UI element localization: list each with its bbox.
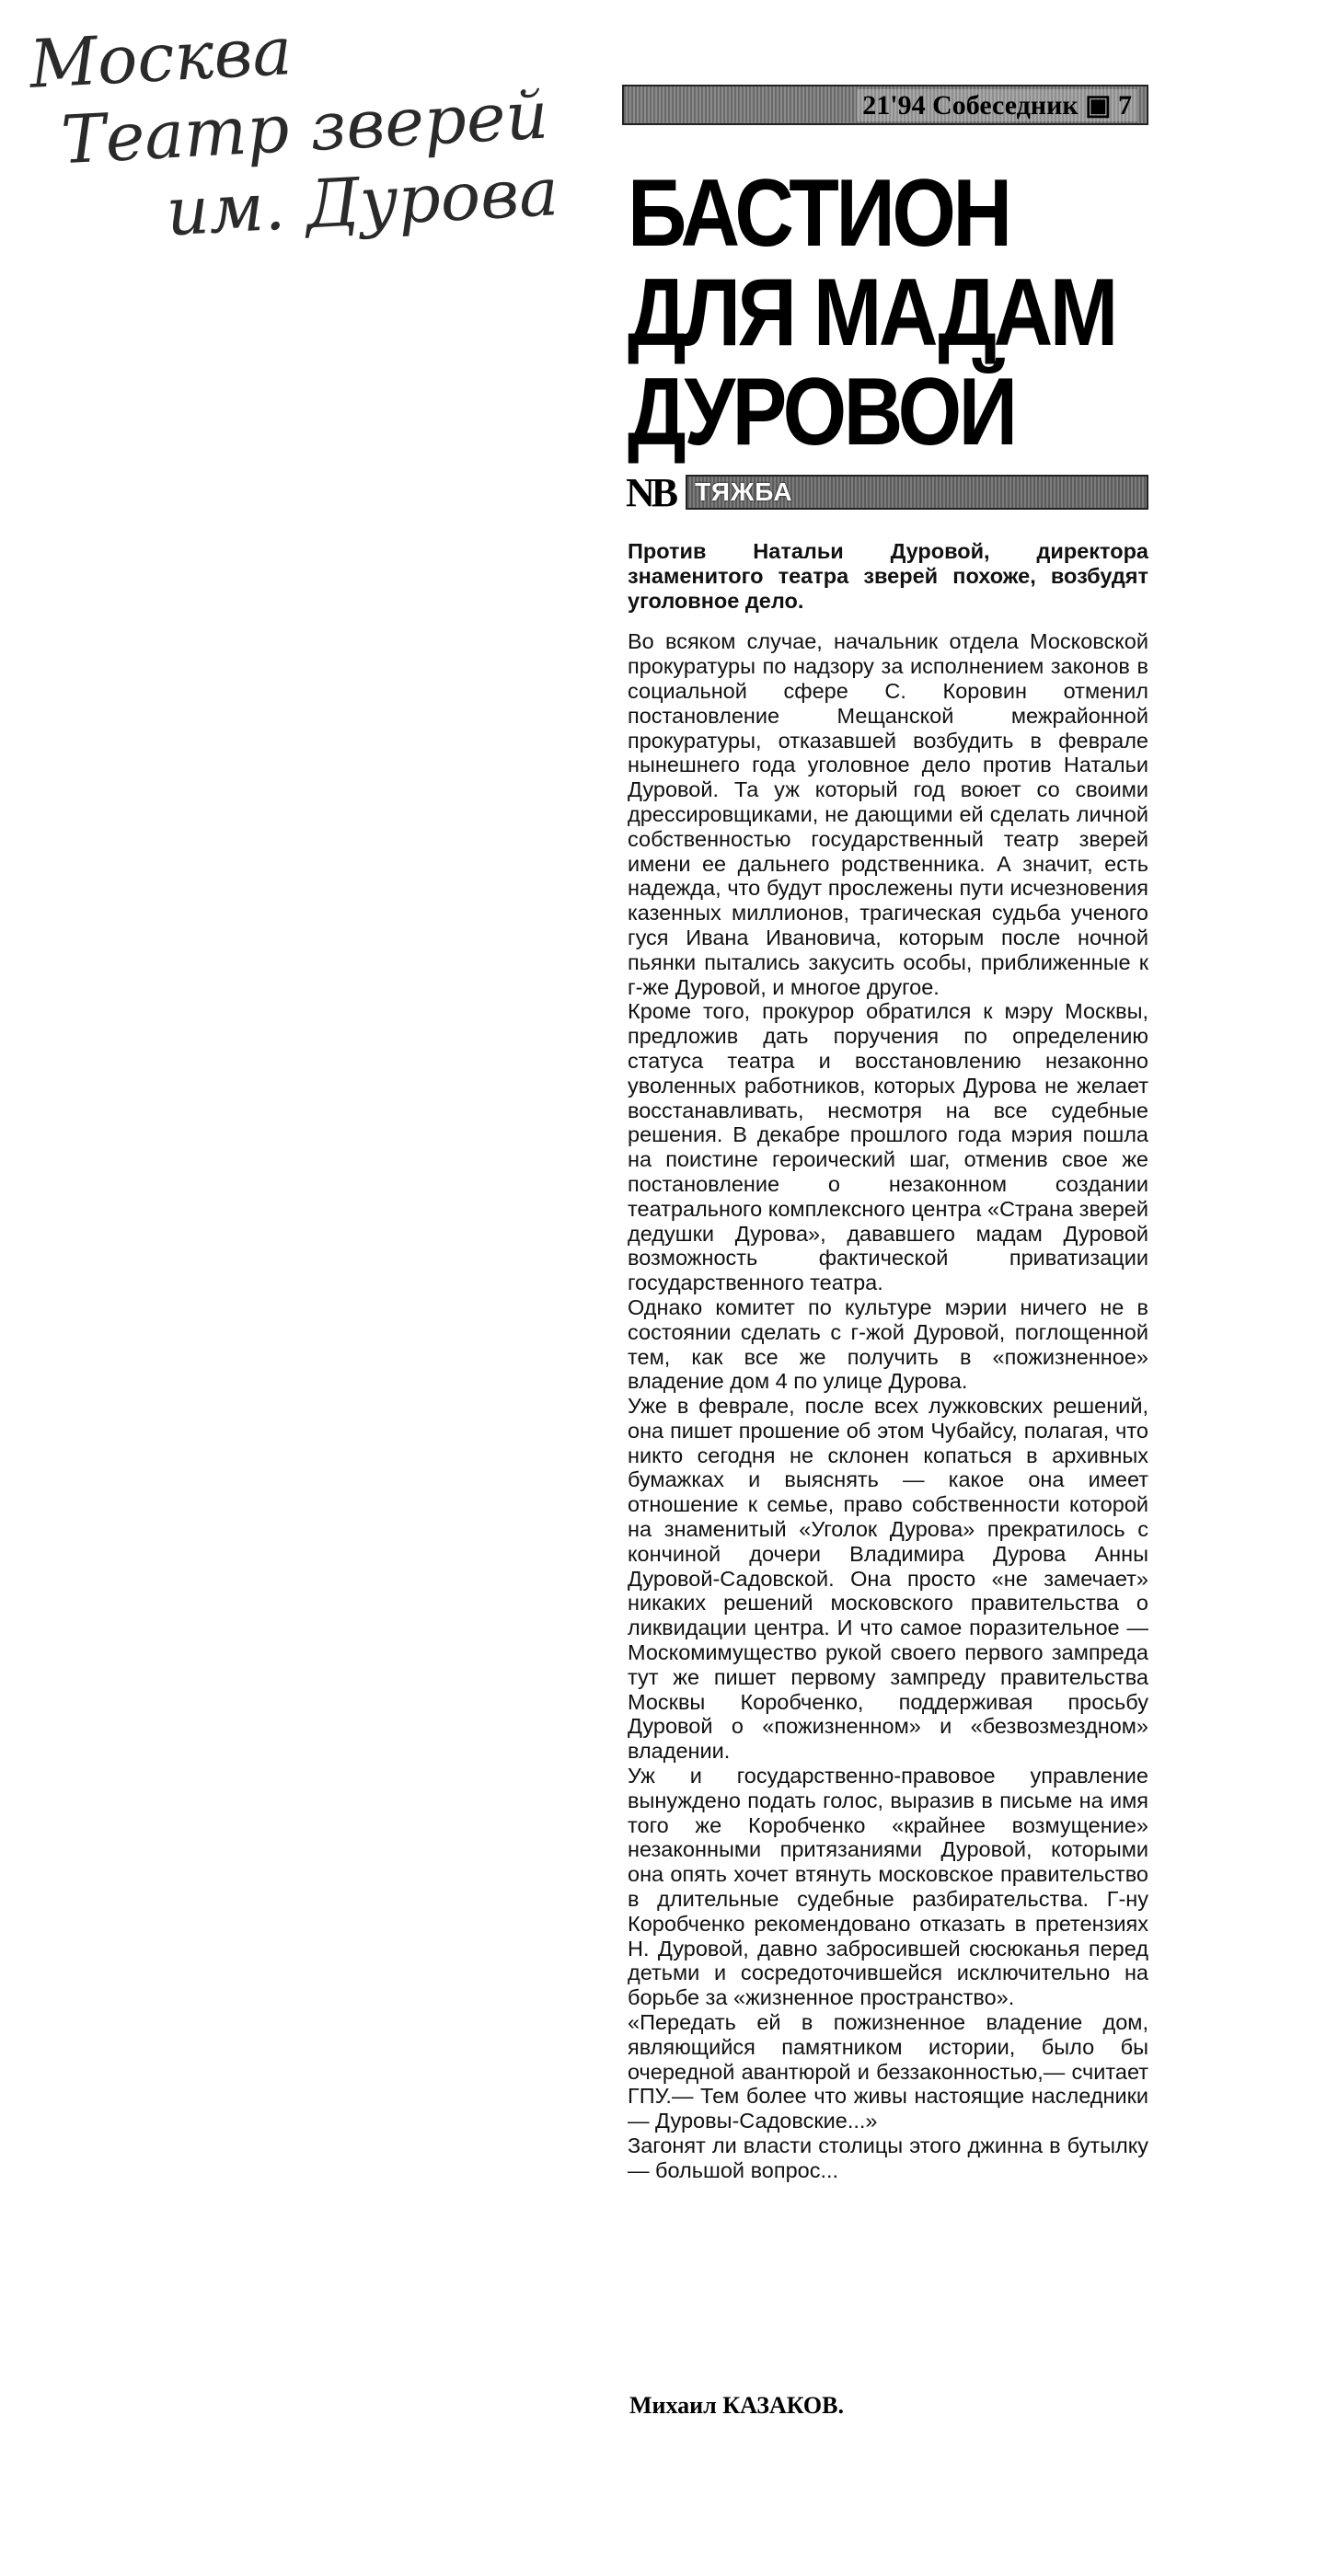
article-paragraph: Уже в феврале, после всех лужковских решений, она пишет прошение об этом Чубайсу, полагая, что никто сегодня не склонен копаться в архивных бумажках и выяснять — какое она имеет отношение к семье, право собственности которой на знаменитый «Уголок Дурова» прекратилось с кончиной дочери Владимира Дурова Анны Дуровой-Садовской. Она просто «не замечает» никаких решений московского правительства о ликвидации центра. И что самое поразительное — Москомимущество рукой своего первого зампреда тут же пишет первому зампреду правительства Москвы Коробченко, поддерживая просьбу Дуровой о «пожизненном» и «безвозмездном» владении. <box>628 1394 1148 1764</box>
headline-line-1: БАСТИОН <box>628 160 1009 267</box>
rubric-bar <box>686 475 1148 510</box>
article-paragraph: Во всяком случае, начальник отдела Московской прокуратуры по надзору за исполнением законов в социальной сфере С. Коровин отменил постановление Мещанской межрайонной прокуратуры, отказавшей возбудить в феврале нынешнего года уголовное дело против Натальи Дуровой. Та уж который год воюет со своими дрессировщиками, не дающими ей сделать личной собственностью государственный театр зверей имени ее дальнего родственника. А значит, есть надежда, что будут прослежены пути исчезновения казенных миллионов, трагическая судьба ученого гуся Ивана Ивановича, которым после ночной пьянки пытались закусить особы, приближенные к г-же Дуровой, и многое другое. <box>628 629 1148 999</box>
handwritten-line-city: Москва <box>28 12 294 103</box>
handwritten-line-name: им. Дурова <box>164 153 560 251</box>
article-paragraph: Однако комитет по культуре мэрии ничего не в состоянии сделать с г-жой Дуровой, поглощенной тем, как все же получить в «пожизненное» владение дом 4 по улице Дурова. <box>628 1294 1148 1394</box>
article-paragraph: Уж и государственно-правовое управление вынуждено подать голос, выразив в письме на имя того же Коробченко «крайнее возмущение» незаконными притязаниями Дуровой, которыми она опять хочет втянуть московское правительство в длительные судебные разбирательства. Г-ну Коробченко рекомендовано отказать в претензиях Н. Дуровой, давно забросившей сюсюканья перед детьми и сосредоточившейся исключительно на борьбе за «жизненное пространство». <box>628 1764 1148 2010</box>
newspaper-clipping <box>618 85 1152 2477</box>
headline-line-3: ДУРОВОЙ <box>628 359 1015 466</box>
rubric <box>626 471 1148 513</box>
issue-header-bar <box>622 85 1148 125</box>
article-lead: Против Натальи Дуровой, директора знаменитого театра зверей похоже, возбудят уголовное дело. <box>628 539 1148 613</box>
author-signature: Михаил КАЗАКОВ. <box>629 2392 844 2419</box>
headline <box>628 160 1115 466</box>
article-paragraph: Загонят ли власти столицы этого джинна в бутылку — большой вопрос... <box>628 2133 1148 2182</box>
nb-logo: NB <box>626 469 675 515</box>
article-paragraph: Кроме того, прокурор обратился к мэру Москвы, предложив дать поручения по определению статуса театра и восстановлению незаконно уволенных работников, которых Дурова не желает восстанавливать, несмотря на все судебные решения. В декабре прошлого года мэрия пошла на поистине героический шаг, отменив свое же постановление о незаконном создании театрального комплексного центра «Страна зверей дедушки Дурова», дававшего мадам Дуровой возможность фактической приватизации государственного театра. <box>628 999 1148 1295</box>
handwritten-line-theatre: Театр зверей <box>59 75 550 179</box>
article-body <box>628 539 1148 2183</box>
headline-line-2: ДЛЯ МАДАМ <box>628 259 1115 366</box>
issue-header-text: 21'94 Собеседник ▣ 7 <box>857 89 1137 121</box>
article-paragraph: «Передать ей в пожизненное владение дом, являющийся памятником истории, было бы очередной авантюрой и беззаконностью,— считает ГПУ.— Тем более что живы настоящие наследники — Дуровы-Садовские...» <box>628 2010 1148 2133</box>
handwritten-note <box>28 0 609 258</box>
rubric-label: ТЯЖБА <box>695 477 793 506</box>
